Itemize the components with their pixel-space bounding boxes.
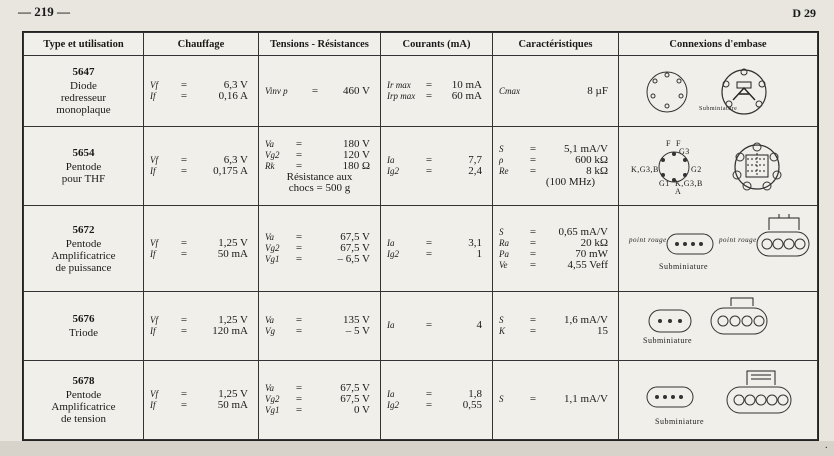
value-text: 50 mA (217, 398, 248, 411)
value-text: ρ (499, 155, 504, 166)
value-text: = (180, 165, 188, 178)
currents-cell (381, 56, 493, 127)
value-text: If (150, 166, 156, 177)
value-text: = (425, 319, 433, 332)
value-text: Vf (150, 388, 158, 399)
base-diagram-cell (619, 56, 818, 127)
value-text: 4,55 Veff (567, 258, 608, 271)
value-text: = (425, 247, 433, 260)
value-text: 5654 (72, 147, 95, 160)
voltages-note: chocs = 500 g (288, 181, 351, 194)
value-text: = (295, 404, 303, 417)
currents-cell (381, 127, 493, 206)
value-text: Va (265, 383, 274, 394)
value-text: Re (499, 166, 509, 177)
value-text: = (529, 258, 537, 271)
value-text: 1,6 mA/V (564, 313, 608, 326)
value-text: 1,25 V (218, 387, 248, 400)
table-row (24, 127, 818, 206)
value-text: 5,1 mA/V (564, 143, 608, 156)
value-text: 4 (476, 319, 482, 332)
value-text: 7,7 (468, 154, 482, 167)
heating-cell (144, 291, 259, 360)
value-text: 5647 (72, 66, 95, 79)
value-text: Va (265, 232, 274, 242)
value-text: 1,1 mA/V (564, 393, 608, 406)
value-text: 120 V (343, 148, 370, 161)
value-text: redresseur (60, 92, 107, 105)
table-header-row (24, 33, 818, 56)
value-text: – 6,5 V (337, 253, 370, 265)
value-text: 0 V (354, 404, 370, 417)
value-text: S (499, 226, 504, 237)
value-text: point rouge (629, 236, 667, 245)
value-text: = (295, 324, 303, 337)
value-text: 8 µF (587, 84, 608, 97)
value-text: Ig2 (387, 399, 399, 410)
base-pinout-diagram (619, 56, 824, 126)
value-text: Va (265, 314, 274, 325)
table-row (24, 291, 818, 360)
characteristics-note: (100 MHz) (545, 176, 596, 189)
heating-cell (144, 127, 259, 206)
value-text: Ig2 (387, 166, 399, 177)
value-text: 135 V (343, 313, 370, 326)
value-text: Vinv p (265, 85, 288, 96)
value-text: point rouge (719, 236, 757, 245)
value-text: Ig2 (387, 248, 399, 259)
tube-data-table (22, 31, 819, 441)
base-pinout-diagram (619, 361, 824, 439)
type-cell (24, 56, 144, 127)
value-text: 180 V (343, 137, 370, 150)
value-text: 60 mA (451, 90, 482, 103)
currents-cell (381, 291, 493, 360)
characteristics-cell (493, 291, 619, 360)
page-edge (0, 441, 834, 456)
value-text: = (425, 387, 433, 400)
currents-cell (381, 360, 493, 439)
type-cell (24, 206, 144, 291)
value-text: = (180, 247, 188, 260)
table-row (24, 360, 818, 439)
value-text: = (425, 398, 433, 411)
base-diagram-cell (619, 360, 818, 439)
value-text: F (676, 139, 681, 149)
base-pinout-diagram (619, 206, 824, 290)
page-reference: D 29 (792, 6, 816, 20)
value-text: = (529, 236, 537, 249)
value-text: = (529, 225, 537, 238)
value-text: 180 Ω (342, 159, 370, 172)
value-text: = (311, 84, 319, 97)
heating-cell (144, 56, 259, 127)
voltages-cell (259, 291, 381, 360)
value-text: If (150, 248, 156, 259)
value-text: Ia (387, 237, 395, 248)
table-row (24, 56, 818, 127)
header-currents: Courants (mA) (381, 33, 493, 56)
header-voltages: Tensions - Résistances (259, 33, 381, 56)
voltages-note: Résistance aux (286, 170, 353, 183)
value-text: Rk (265, 160, 275, 171)
value-text: Vf (150, 314, 158, 325)
value-text: K,G3,B (675, 179, 703, 189)
value-text: K (499, 325, 506, 336)
header-base-connections: Connexions d'embase (619, 33, 818, 56)
table-row (24, 206, 818, 291)
value-text: 6,3 V (223, 79, 248, 92)
value-text: Vg1 (265, 405, 280, 416)
value-text: 67,5 V (340, 382, 370, 395)
value-text: 0,16 A (218, 90, 248, 103)
base-pinout-diagram (619, 292, 824, 360)
value-text: Cmax (499, 85, 520, 96)
value-text: = (425, 165, 433, 178)
value-text: Ve (499, 259, 508, 270)
characteristics-cell (493, 127, 619, 206)
value-text: = (425, 79, 433, 92)
value-text: Va (265, 138, 274, 149)
type-cell (24, 291, 144, 360)
value-text: Vf (150, 237, 158, 248)
value-text: = (295, 393, 303, 406)
value-text: 600 kΩ (575, 154, 608, 167)
value-text: 460 V (343, 84, 370, 97)
value-text: 70 mW (575, 247, 608, 260)
value-text: Triode (69, 326, 98, 339)
value-text: = (295, 253, 303, 265)
base-type-label: Subminiature (699, 106, 738, 112)
value-text: 67,5 V (340, 231, 370, 243)
header-heating: Chauffage (144, 33, 259, 56)
voltages-cell (259, 206, 381, 291)
base-diagram-cell (619, 291, 818, 360)
value-text: 67,5 V (340, 393, 370, 406)
value-text: F (666, 139, 671, 149)
value-text: 67,5 V (340, 242, 370, 254)
value-text: = (425, 90, 433, 103)
page-header (18, 4, 816, 24)
value-text: Diode (70, 80, 97, 93)
value-text: 1,25 V (218, 313, 248, 326)
value-text: 0,175 A (213, 165, 248, 178)
value-text: S (499, 314, 504, 325)
value-text: de tension (61, 412, 106, 425)
value-text: 10 mA (451, 79, 482, 92)
value-text: = (295, 137, 303, 150)
value-text: 2,4 (468, 165, 482, 178)
value-text: Pentode (65, 161, 102, 174)
value-text: If (150, 325, 156, 336)
value-text: A (675, 187, 682, 197)
value-text: = (295, 313, 303, 326)
value-text: de puissance (55, 261, 112, 274)
value-text: = (529, 143, 537, 156)
voltages-cell (259, 360, 381, 439)
value-text: pour THF (61, 173, 106, 186)
value-text: Irp max (387, 91, 416, 102)
value-text: Vg2 (265, 149, 280, 160)
value-text: G2 (691, 165, 702, 175)
value-text: Ia (387, 155, 395, 166)
value-text: = (180, 387, 188, 400)
value-text: Ra (499, 237, 509, 248)
value-text: G1 (659, 179, 670, 189)
corner-mark: · (824, 443, 828, 454)
value-text: Pentode (65, 388, 102, 401)
value-text: = (180, 324, 188, 337)
type-cell (24, 127, 144, 206)
value-text: = (295, 382, 303, 395)
value-text: K,G3,B (631, 165, 659, 175)
value-text: = (295, 159, 303, 172)
value-text: 8 kΩ (586, 165, 608, 178)
value-text: S (499, 394, 504, 405)
value-text: 20 kΩ (580, 236, 608, 249)
value-text: G3 (679, 147, 690, 157)
value-text: Amplificatrice (51, 249, 116, 262)
value-text: 0,65 mA/V (558, 225, 608, 238)
value-text: = (529, 247, 537, 260)
value-text: Pa (499, 248, 509, 259)
voltages-cell (259, 56, 381, 127)
value-text: = (180, 236, 188, 249)
heating-cell (144, 206, 259, 291)
characteristics-cell (493, 56, 619, 127)
value-text: Vf (150, 80, 158, 91)
value-text: 1,25 V (218, 236, 248, 249)
value-text: = (180, 79, 188, 92)
value-text: = (295, 148, 303, 161)
value-text: = (425, 236, 433, 249)
value-text: If (150, 399, 156, 410)
value-text: = (180, 90, 188, 103)
value-text: Vg (265, 325, 275, 336)
value-text: = (425, 154, 433, 167)
value-text: S (499, 144, 504, 155)
value-text: = (529, 154, 537, 167)
value-text: Vf (150, 155, 158, 166)
value-text: 5676 (72, 312, 95, 325)
value-text: Ia (387, 388, 395, 399)
voltages-cell (259, 127, 381, 206)
value-text: = (295, 231, 303, 243)
value-text: 1,8 (468, 387, 482, 400)
type-cell (24, 360, 144, 439)
characteristics-cell (493, 206, 619, 291)
value-text: 15 (597, 324, 608, 337)
base-diagram-cell (619, 127, 818, 206)
header-characteristics: Caractéristiques (493, 33, 619, 56)
value-text: 0,55 (462, 398, 482, 411)
value-text: 120 mA (212, 324, 248, 337)
value-text: monoplaque (56, 104, 111, 117)
value-text: Vg2 (265, 243, 280, 253)
base-type-label: Subminiature (655, 416, 705, 426)
base-diagram-cell (619, 206, 818, 291)
value-text: 3,1 (468, 236, 482, 249)
value-text: = (180, 313, 188, 326)
value-text: = (529, 165, 537, 178)
value-text: 50 mA (217, 247, 248, 260)
heating-cell (144, 360, 259, 439)
value-text: = (180, 398, 188, 411)
value-text: Amplificatrice (51, 400, 116, 413)
value-text: Ia (387, 320, 395, 331)
value-text: – 5 V (345, 324, 370, 337)
value-text: = (295, 242, 303, 254)
header-type: Type et utilisation (24, 33, 144, 56)
value-text: 5672 (72, 223, 95, 236)
value-text: = (180, 154, 188, 167)
value-text: 5678 (72, 374, 95, 387)
value-text: Ir max (387, 80, 411, 91)
currents-cell (381, 206, 493, 291)
base-type-label: Subminiature (659, 262, 709, 272)
page-number: — 219 — (18, 4, 70, 19)
value-text: 1 (476, 247, 482, 260)
value-text: Vg1 (265, 254, 280, 264)
characteristics-cell (493, 360, 619, 439)
value-text: If (150, 91, 156, 102)
value-text: Vg2 (265, 394, 280, 405)
value-text: 6,3 V (223, 154, 248, 167)
value-text: = (529, 324, 537, 337)
value-text: = (529, 393, 537, 406)
value-text: = (529, 313, 537, 326)
value-text: Pentode (65, 237, 102, 250)
base-type-label: Subminiature (643, 335, 693, 345)
